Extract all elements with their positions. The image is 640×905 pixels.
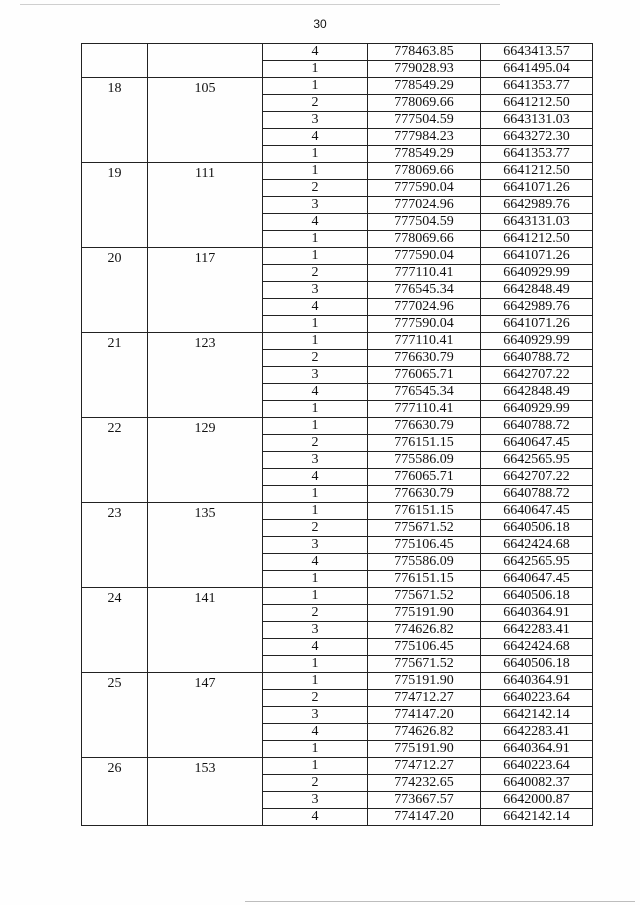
point-number-cell: 2	[263, 265, 368, 282]
x-coordinate-cell: 777984.23	[368, 129, 481, 146]
point-number-cell: 1	[263, 78, 368, 95]
point-number-cell: 1	[263, 486, 368, 503]
plot-id-cell: 135	[148, 503, 263, 588]
point-number-cell: 4	[263, 299, 368, 316]
point-number-cell: 2	[263, 435, 368, 452]
point-number-cell: 3	[263, 282, 368, 299]
point-number-cell: 1	[263, 588, 368, 605]
x-coordinate-cell: 777110.41	[368, 333, 481, 350]
x-coordinate-cell: 777504.59	[368, 214, 481, 231]
x-coordinate-cell: 777024.96	[368, 299, 481, 316]
point-number-cell: 3	[263, 792, 368, 809]
point-number-cell: 2	[263, 690, 368, 707]
point-number-cell: 1	[263, 503, 368, 520]
x-coordinate-cell: 776065.71	[368, 469, 481, 486]
point-number-cell: 3	[263, 452, 368, 469]
x-coordinate-cell: 775191.90	[368, 673, 481, 690]
x-coordinate-cell: 775191.90	[368, 605, 481, 622]
plot-number-cell: 25	[82, 673, 148, 758]
x-coordinate-cell: 776630.79	[368, 418, 481, 435]
plot-id-cell: 141	[148, 588, 263, 673]
x-coordinate-cell: 776630.79	[368, 350, 481, 367]
x-coordinate-cell: 775586.09	[368, 554, 481, 571]
point-number-cell: 1	[263, 333, 368, 350]
y-coordinate-cell: 6643272.30	[481, 129, 593, 146]
y-coordinate-cell: 6641071.26	[481, 316, 593, 333]
point-number-cell: 3	[263, 622, 368, 639]
plot-number-cell: 26	[82, 758, 148, 826]
point-number-cell: 2	[263, 180, 368, 197]
y-coordinate-cell: 6642142.14	[481, 809, 593, 826]
point-number-cell: 1	[263, 741, 368, 758]
table-row	[82, 758, 593, 775]
table-row	[82, 163, 593, 180]
point-number-cell: 2	[263, 520, 368, 537]
x-coordinate-cell: 777110.41	[368, 265, 481, 282]
y-coordinate-cell: 6640364.91	[481, 741, 593, 758]
x-coordinate-cell: 776151.15	[368, 503, 481, 520]
point-number-cell: 1	[263, 758, 368, 775]
x-coordinate-cell: 776545.34	[368, 384, 481, 401]
x-coordinate-cell: 774147.20	[368, 707, 481, 724]
x-coordinate-cell: 777590.04	[368, 316, 481, 333]
plot-id-cell: 123	[148, 333, 263, 418]
point-number-cell: 4	[263, 129, 368, 146]
y-coordinate-cell: 6641353.77	[481, 146, 593, 163]
point-number-cell: 2	[263, 95, 368, 112]
x-coordinate-cell: 776065.71	[368, 367, 481, 384]
point-number-cell: 2	[263, 775, 368, 792]
x-coordinate-cell: 775106.45	[368, 537, 481, 554]
y-coordinate-cell: 6640223.64	[481, 758, 593, 775]
y-coordinate-cell: 6642424.68	[481, 639, 593, 656]
plot-number-cell: 22	[82, 418, 148, 503]
x-coordinate-cell: 775671.52	[368, 520, 481, 537]
y-coordinate-cell: 6643131.03	[481, 112, 593, 129]
x-coordinate-cell: 773667.57	[368, 792, 481, 809]
point-number-cell: 3	[263, 112, 368, 129]
point-number-cell: 1	[263, 146, 368, 163]
plot-number-cell: 21	[82, 333, 148, 418]
y-coordinate-cell: 6640929.99	[481, 333, 593, 350]
x-coordinate-cell: 776151.15	[368, 435, 481, 452]
x-coordinate-cell: 774626.82	[368, 724, 481, 741]
x-coordinate-cell: 778463.85	[368, 44, 481, 61]
y-coordinate-cell: 6640364.91	[481, 605, 593, 622]
y-coordinate-cell: 6640082.37	[481, 775, 593, 792]
x-coordinate-cell: 775671.52	[368, 588, 481, 605]
y-coordinate-cell: 6643413.57	[481, 44, 593, 61]
y-coordinate-cell: 6642848.49	[481, 384, 593, 401]
y-coordinate-cell: 6640506.18	[481, 520, 593, 537]
coordinates-table-body	[82, 44, 593, 826]
y-coordinate-cell: 6642707.22	[481, 469, 593, 486]
x-coordinate-cell: 775106.45	[368, 639, 481, 656]
y-coordinate-cell: 6641353.77	[481, 78, 593, 95]
x-coordinate-cell: 774147.20	[368, 809, 481, 826]
plot-id-cell: 105	[148, 78, 263, 163]
coordinates-table	[81, 43, 593, 826]
x-coordinate-cell: 778069.66	[368, 231, 481, 248]
x-coordinate-cell: 777024.96	[368, 197, 481, 214]
point-number-cell: 4	[263, 554, 368, 571]
x-coordinate-cell: 779028.93	[368, 61, 481, 78]
y-coordinate-cell: 6641071.26	[481, 248, 593, 265]
x-coordinate-cell: 774232.65	[368, 775, 481, 792]
point-number-cell: 1	[263, 316, 368, 333]
y-coordinate-cell: 6640647.45	[481, 571, 593, 588]
point-number-cell: 4	[263, 384, 368, 401]
point-number-cell: 2	[263, 605, 368, 622]
y-coordinate-cell: 6640223.64	[481, 690, 593, 707]
point-number-cell: 3	[263, 197, 368, 214]
x-coordinate-cell: 777590.04	[368, 248, 481, 265]
y-coordinate-cell: 6642424.68	[481, 537, 593, 554]
y-coordinate-cell: 6642989.76	[481, 197, 593, 214]
y-coordinate-cell: 6640788.72	[481, 350, 593, 367]
point-number-cell: 4	[263, 44, 368, 61]
point-number-cell: 4	[263, 214, 368, 231]
y-coordinate-cell: 6643131.03	[481, 214, 593, 231]
plot-number-cell: 19	[82, 163, 148, 248]
table-row	[82, 248, 593, 265]
y-coordinate-cell: 6642000.87	[481, 792, 593, 809]
y-coordinate-cell: 6642142.14	[481, 707, 593, 724]
point-number-cell: 1	[263, 401, 368, 418]
y-coordinate-cell: 6641212.50	[481, 231, 593, 248]
table-row	[82, 44, 593, 61]
y-coordinate-cell: 6640506.18	[481, 588, 593, 605]
bottom-rule	[245, 901, 635, 902]
point-number-cell: 3	[263, 707, 368, 724]
y-coordinate-cell: 6640647.45	[481, 435, 593, 452]
page-number: 30	[313, 17, 327, 31]
point-number-cell: 1	[263, 571, 368, 588]
point-number-cell: 1	[263, 231, 368, 248]
table-row	[82, 503, 593, 520]
y-coordinate-cell: 6640647.45	[481, 503, 593, 520]
y-coordinate-cell: 6641212.50	[481, 95, 593, 112]
table-row	[82, 333, 593, 350]
y-coordinate-cell: 6642707.22	[481, 367, 593, 384]
y-coordinate-cell: 6640929.99	[481, 265, 593, 282]
top-rule	[20, 4, 500, 5]
point-number-cell: 4	[263, 639, 368, 656]
plot-id-cell: 129	[148, 418, 263, 503]
plot-number-cell: 20	[82, 248, 148, 333]
point-number-cell: 1	[263, 418, 368, 435]
y-coordinate-cell: 6642565.95	[481, 452, 593, 469]
table-row	[82, 588, 593, 605]
plot-number-cell: 23	[82, 503, 148, 588]
point-number-cell: 3	[263, 367, 368, 384]
y-coordinate-cell: 6641212.50	[481, 163, 593, 180]
x-coordinate-cell: 774712.27	[368, 758, 481, 775]
x-coordinate-cell: 778549.29	[368, 146, 481, 163]
plot-id-cell: 147	[148, 673, 263, 758]
y-coordinate-cell: 6642989.76	[481, 299, 593, 316]
x-coordinate-cell: 776545.34	[368, 282, 481, 299]
y-coordinate-cell: 6640788.72	[481, 486, 593, 503]
x-coordinate-cell: 776630.79	[368, 486, 481, 503]
x-coordinate-cell: 775671.52	[368, 656, 481, 673]
table-row	[82, 673, 593, 690]
x-coordinate-cell: 776151.15	[368, 571, 481, 588]
x-coordinate-cell: 777590.04	[368, 180, 481, 197]
plot-number-cell	[82, 44, 148, 78]
y-coordinate-cell: 6640788.72	[481, 418, 593, 435]
x-coordinate-cell: 777110.41	[368, 401, 481, 418]
point-number-cell: 1	[263, 61, 368, 78]
x-coordinate-cell: 777504.59	[368, 112, 481, 129]
x-coordinate-cell: 774626.82	[368, 622, 481, 639]
plot-number-cell: 18	[82, 78, 148, 163]
y-coordinate-cell: 6640929.99	[481, 401, 593, 418]
point-number-cell: 4	[263, 809, 368, 826]
y-coordinate-cell: 6642565.95	[481, 554, 593, 571]
plot-id-cell: 117	[148, 248, 263, 333]
x-coordinate-cell: 778549.29	[368, 78, 481, 95]
plot-id-cell	[148, 44, 263, 78]
x-coordinate-cell: 775586.09	[368, 452, 481, 469]
point-number-cell: 1	[263, 163, 368, 180]
y-coordinate-cell: 6640364.91	[481, 673, 593, 690]
y-coordinate-cell: 6642283.41	[481, 724, 593, 741]
point-number-cell: 1	[263, 673, 368, 690]
point-number-cell: 4	[263, 724, 368, 741]
point-number-cell: 1	[263, 248, 368, 265]
plot-number-cell: 24	[82, 588, 148, 673]
y-coordinate-cell: 6640506.18	[481, 656, 593, 673]
table-row	[82, 78, 593, 95]
plot-id-cell: 111	[148, 163, 263, 248]
y-coordinate-cell: 6642283.41	[481, 622, 593, 639]
x-coordinate-cell: 778069.66	[368, 163, 481, 180]
table-row	[82, 418, 593, 435]
y-coordinate-cell: 6641495.04	[481, 61, 593, 78]
x-coordinate-cell: 778069.66	[368, 95, 481, 112]
y-coordinate-cell: 6642848.49	[481, 282, 593, 299]
x-coordinate-cell: 775191.90	[368, 741, 481, 758]
plot-id-cell: 153	[148, 758, 263, 826]
y-coordinate-cell: 6641071.26	[481, 180, 593, 197]
point-number-cell: 2	[263, 350, 368, 367]
x-coordinate-cell: 774712.27	[368, 690, 481, 707]
point-number-cell: 1	[263, 656, 368, 673]
point-number-cell: 4	[263, 469, 368, 486]
point-number-cell: 3	[263, 537, 368, 554]
